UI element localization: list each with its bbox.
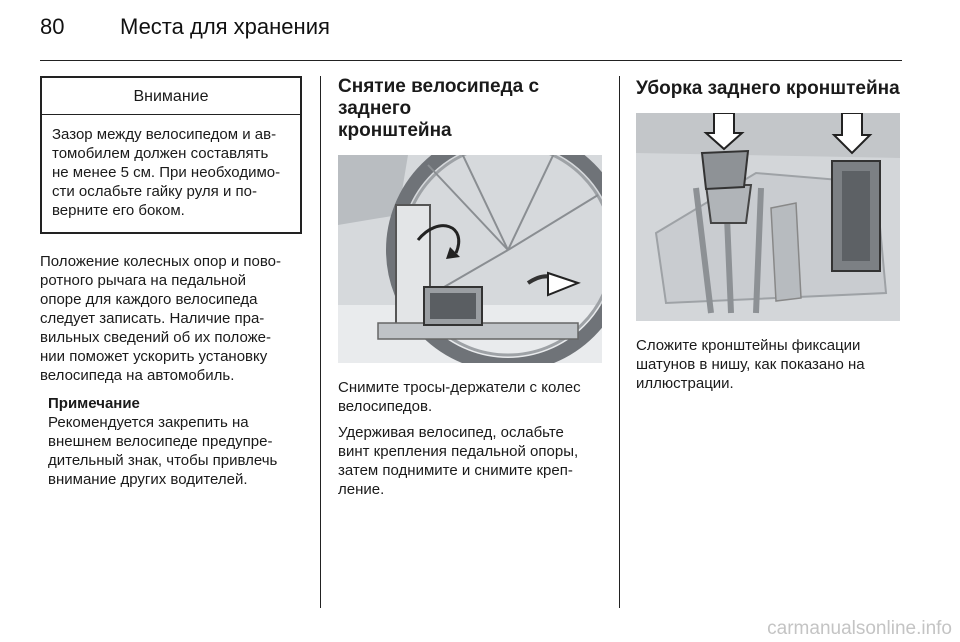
- column-3: [636, 76, 904, 393]
- heading-line: Снятие велосипеда с заднего: [338, 76, 540, 119]
- paragraph-line: Положение колесных опор и пово-: [40, 253, 281, 270]
- note-title: Примечание: [48, 395, 140, 412]
- paragraph-line: Сложите кронштейны фиксации: [636, 337, 861, 354]
- heading-line: кронштейна: [338, 120, 452, 141]
- paragraph-line: Удерживая велосипед, ослабьте: [338, 424, 564, 441]
- warning-line: верните его боком.: [52, 202, 185, 219]
- page-header: [40, 14, 330, 40]
- paragraph-line: велосипедов.: [338, 398, 433, 415]
- paragraph-line: опоре для каждого велосипеда: [40, 291, 258, 308]
- page-number: 80: [40, 14, 65, 39]
- column-divider-2: [619, 76, 620, 608]
- bracket-storage-illustration: [636, 113, 900, 321]
- section-heading-storage: Уборка заднего кронштейна: [636, 78, 900, 99]
- paragraph-line: затем поднимите и снимите креп-: [338, 462, 573, 479]
- paragraph-line: шатунов в нишу, как показано на: [636, 356, 865, 373]
- page-title: Места для хранения: [120, 14, 330, 39]
- warning-line: сти ослабьте гайку руля и по-: [52, 183, 257, 200]
- note-block: [40, 394, 302, 489]
- warning-box: [40, 76, 302, 234]
- watermark: carmanualsonline.info: [767, 618, 952, 639]
- section-heading-removal: [338, 76, 606, 142]
- paragraph-remove-straps: [338, 378, 606, 416]
- paragraph-line: велосипеда на автомобиль.: [40, 367, 235, 384]
- paragraph-line: иллюстрации.: [636, 375, 734, 392]
- note-line: внимание других водителей.: [48, 471, 248, 488]
- header-divider: [40, 60, 902, 61]
- note-line: Рекомендуется закрепить на: [48, 414, 249, 431]
- paragraph-line: вильных сведений об их положе-: [40, 329, 272, 346]
- paragraph-loosen-screw: [338, 423, 606, 499]
- column-divider-1: [320, 76, 321, 608]
- paragraph-line: ление.: [338, 481, 385, 498]
- paragraph-line: ротного рычага на педальной: [40, 272, 247, 289]
- warning-line: Зазор между велосипедом и ав-: [52, 126, 277, 143]
- note-line: внешнем велосипеде предупре-: [48, 433, 273, 450]
- warning-body: [42, 115, 300, 232]
- warning-title: Внимание: [42, 78, 300, 115]
- paragraph-line: следует записать. Наличие пра-: [40, 310, 265, 327]
- column-2: [338, 76, 606, 499]
- paragraph-line: нии поможет ускорить установку: [40, 348, 268, 365]
- paragraph-fold-brackets: [636, 336, 904, 393]
- bicycle-removal-illustration: [338, 155, 602, 363]
- warning-line: не менее 5 см. При необходимо-: [52, 164, 281, 181]
- paragraph-line: Снимите тросы-держатели с колес: [338, 379, 581, 396]
- warning-line: томобилем должен составлять: [52, 145, 269, 162]
- paragraph-positions: [40, 252, 302, 385]
- paragraph-line: винт крепления педальной опоры,: [338, 443, 579, 460]
- column-1: [40, 76, 302, 489]
- note-line: дительный знак, чтобы привлечь: [48, 452, 278, 469]
